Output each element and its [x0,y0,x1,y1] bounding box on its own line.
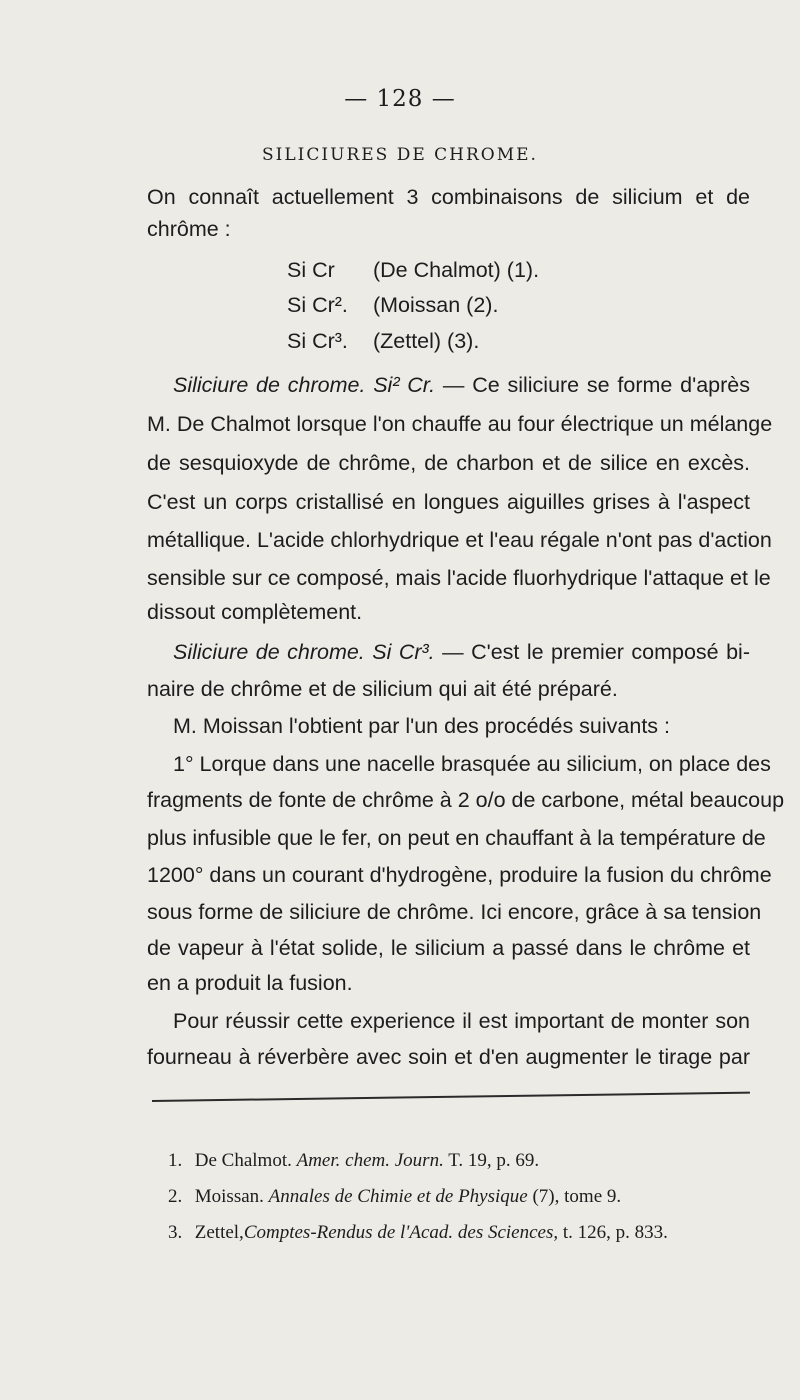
paragraph-line: 1° Lorque dans une nacelle brasquée au silicium, on place des [173,752,771,776]
paragraph-line: M. De Chalmot lorsque l'on chauffe au four électrique un mélange [147,412,773,436]
footnote-journal: Annales de Chimie et de Physique [268,1186,528,1207]
formula-source: (De Chalmot) (1). [372,258,540,282]
formula-row [287,293,498,318]
footnote-1 [168,1150,539,1172]
paragraph-line: dissout complètement. [147,600,363,624]
footnote-details: , t. 126, p. 833. [553,1222,668,1243]
paragraph-line: Pour réussir cette experience il est important de monter son [173,1009,750,1033]
formula-source: (Zettel) (3). [372,329,480,353]
paragraph-line: sensible sur ce composé, mais l'acide fluorhydrique l'attaque et le [147,566,771,590]
section1-title-line [173,370,750,400]
intro-line-1: On connaît actuellement 3 combinaisons de silicium et de [147,185,750,209]
footnote-2 [168,1186,621,1208]
footnote-number: 1. [168,1150,183,1171]
footnote-author: Zettel, [194,1222,244,1243]
footnote-3 [168,1222,668,1244]
paragraph-line: sous forme de siliciure de chrôme. Ici encore, grâce à sa tension [147,900,762,924]
footnote-journal: Comptes-Rendus de l'Acad. des Sciences [243,1222,554,1243]
paragraph-line: en a produit la fusion. [147,971,353,995]
paragraph-line: M. Moissan l'obtient par l'un des procédés suivants : [173,714,670,738]
section2-title-line [173,637,750,667]
paragraph-line: fragments de fonte de chrôme à 2 o/o de carbone, métal beaucoup [147,788,785,812]
formula-text: Si Cr². [287,293,348,317]
section1-title: Siliciure de chrome. Si² Cr. [173,373,436,397]
paragraph-line: 1200° dans un courant d'hydrogène, produire la fusion du chrôme [147,863,772,887]
formula-text: Si Cr [287,258,335,282]
footnote-details: (7), tome 9. [527,1186,622,1207]
paragraph-line: de vapeur à l'état solide, le silicium a passé dans le chrôme et [147,936,750,960]
section2-title: Siliciure de chrome. Si Cr³. [173,640,435,664]
paragraph-line: métallique. L'acide chlorhydrique et l'eau régale n'ont pas d'action [147,528,772,552]
page-number: — 128 — [344,86,456,112]
formula-text: Si Cr³. [287,329,348,353]
footnote-number: 2. [168,1186,183,1207]
footnote-author: Moissan. [194,1186,264,1207]
footnote-number: 3. [168,1222,183,1243]
intro-line-2: chrôme : [147,217,231,241]
section-heading: SILICIURES DE CHROME. [262,145,538,165]
section2-title-rest: — C'est le premier composé bi- [434,640,750,664]
footnote-details: T. 19, p. 69. [443,1150,540,1171]
footnote-author: De Chalmot. [194,1150,292,1171]
formula-row [287,329,479,354]
formula-source: (Moissan (2). [372,293,499,317]
paragraph-line: C'est un corps cristallisé en longues aiguilles grises à l'aspect [147,490,750,514]
formula-row [287,258,539,283]
paragraph-line: de sesquioxyde de chrôme, de charbon et de silice en excès. [147,451,750,475]
footnote-journal: Amer. chem. Journ. [296,1150,444,1171]
section1-title-rest: — Ce siliciure se forme d'après [435,373,750,397]
paragraph-line: fourneau à réverbère avec soin et d'en augmenter le tirage par [147,1045,750,1069]
paragraph-line: naire de chrôme et de silicium qui ait été préparé. [147,677,618,701]
footnote-separator [152,1092,750,1102]
paragraph-line: plus infusible que le fer, on peut en chauffant à la température de [147,826,766,850]
